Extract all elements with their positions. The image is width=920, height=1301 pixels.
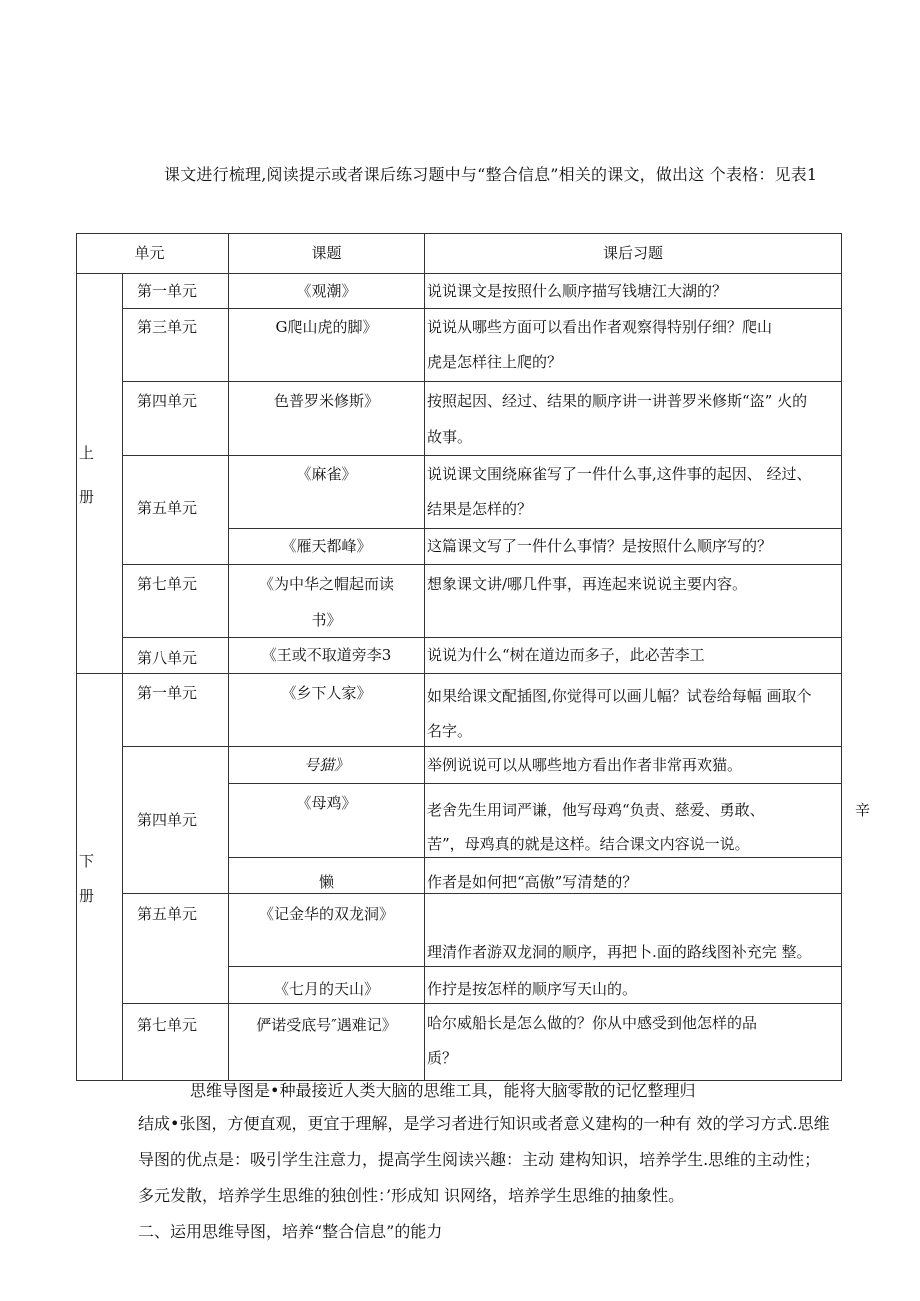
table-row-rule (122, 564, 842, 565)
unit-cell: 第四单元 (137, 811, 198, 829)
table-row-rule (122, 1003, 842, 1004)
exercise-cell: 说说从哪些方面可以看出作者观察得特别仔细？爬山 (427, 318, 773, 336)
unit-cell: 第四单元 (137, 392, 198, 410)
table-row-rule (122, 381, 842, 382)
unit-cell: 第八单元 (137, 649, 198, 667)
lesson-cell: 《雁天都峰》 (281, 537, 372, 555)
header-lesson: 课题 (311, 244, 342, 262)
table-volume-rule (76, 673, 842, 674)
table-row-rule (122, 746, 842, 747)
exercise-cell: 说说课文围绕麻雀写了一件什么事,这件事的起因、 经过、 (427, 465, 812, 483)
table-row-rule (122, 455, 842, 456)
table-row-rule (228, 528, 842, 529)
table-vline-lesson (424, 233, 425, 1081)
unit-cell: 第三单元 (137, 318, 198, 336)
table-row-rule (122, 308, 842, 309)
lesson-cell: 号猫》 (303, 756, 349, 774)
unit-cell: 第五单元 (137, 499, 198, 517)
unit-cell: 第七单元 (137, 575, 198, 593)
exercise-cell: 结果是怎样的？ (427, 500, 533, 518)
exercise-cell: 说说课文是按照什么顺序描写钱塘江大湖的？ (427, 282, 728, 300)
lesson-cell: 色普罗米修斯》 (273, 392, 379, 410)
header-unit: 单元 (134, 244, 165, 262)
exercise-cell: 老舍先生用词严谦，他写母鸡“负责、慈爱、勇敢、 (427, 801, 765, 819)
lesson-cell: 《母鸡》 (296, 794, 357, 812)
exercise-cell: 按照起因、经过、结果的顺序讲一讲普罗米修斯“盗” 火的 (427, 392, 808, 410)
lesson-cell: 《为中华之帽起而读 (258, 575, 394, 593)
lesson-cell: 《麻雀》 (296, 465, 357, 483)
unit-cell: 第一单元 (137, 282, 198, 300)
exercise-cell: 作者是如何把“高傲”写清楚的？ (427, 873, 638, 891)
exercise-cell: 说说为什么“树在道边而多子，此必苦李工 (427, 646, 705, 664)
lesson-cell: 《记金华的双龙洞》 (258, 905, 394, 923)
exercise-cell: 举例说说可以从哪些地方看出作者非常再欢猫。 (427, 756, 743, 774)
lesson-cell: 书》 (311, 611, 342, 629)
table-row-rule (228, 783, 842, 784)
unit-cell: 第一单元 (137, 684, 198, 702)
paragraph-line: 思维导图是•种最接近人类大脑的思维工具，能将大脑零散的记忆整理归 (190, 1081, 696, 1100)
lesson-cell: 《乡下人家》 (281, 684, 372, 702)
lesson-cell: 《七月的天山》 (273, 980, 379, 998)
exercise-cell: 质？ (427, 1049, 458, 1067)
lesson-cell: 俨诺受底号″遇难记》 (256, 1016, 397, 1034)
section-heading: 二、运用思维导图，培养“整合信息”的能力 (138, 1222, 443, 1241)
exercise-cell: 名字。 (427, 722, 473, 740)
exercise-cell: 辛 (855, 801, 871, 819)
unit-cell: 第七单元 (137, 1016, 198, 1034)
exercise-cell: 作拧是按怎样的顺序写天山的。 (427, 980, 638, 998)
paragraph-line: 多元发散，培养学生思维的独创性：’形成知 识网络，培养学生思维的抽象性。 (138, 1186, 685, 1205)
paragraph-line: 结成•张图，方便直观，更宜于理解，是学习者进行知识或者意义建构的一种有 效的学习方式.思维 (138, 1114, 830, 1133)
volume-lower-label: 下 (79, 852, 95, 870)
volume-upper-label: 上 (79, 444, 95, 462)
lesson-cell: G爬山虎的脚》 (275, 318, 378, 336)
exercise-cell: 苦”，母鸡真的就是这样。结合课文内容说一说。 (427, 835, 750, 853)
exercise-cell: 这篇课文写了一件什么事情？是按照什么顺序写的？ (427, 537, 773, 555)
exercise-cell: 想象课文讲/哪几件事，再连起来说说主要内容。 (427, 575, 748, 593)
table-row-rule (228, 966, 842, 967)
exercise-cell: 故事。 (427, 428, 473, 446)
paragraph-line: 导图的优点是：吸引学生注意力，提高学生阅读兴趣：主动 建构知识，培养学生.思维的主动性； (138, 1150, 821, 1169)
lesson-cell: 《观潮》 (296, 282, 357, 300)
lesson-cell: 《王或不取道旁李3 (261, 646, 392, 664)
table-vline-volume (122, 273, 123, 1081)
exercise-cell: 理清作者游双龙洞的顺序，再把卜.面的路线图补充完 整。 (427, 943, 812, 961)
exercise-cell: 如果给课文配插图,你觉得可以画儿幅？试卷给每幅 画取个 (427, 687, 812, 705)
lesson-cell: 懒 (318, 873, 334, 891)
volume-lower-label: 册 (79, 887, 95, 905)
unit-cell: 第五单元 (137, 905, 198, 923)
exercise-cell: 虎是怎样往上爬的？ (427, 353, 563, 371)
exercise-cell: 哈尔威船长是怎么做的？你从中感受到他怎样的品 (427, 1014, 758, 1032)
intro-text: 课文进行梳理,阅读提示或者课后练习题中与“整合信息”相关的课文，做出这 个表格：见表1 (164, 165, 818, 184)
volume-upper-label: 册 (79, 488, 95, 506)
header-exercise: 课后习题 (602, 244, 663, 262)
table-header-rule (76, 273, 842, 274)
table-row-rule (122, 637, 842, 638)
